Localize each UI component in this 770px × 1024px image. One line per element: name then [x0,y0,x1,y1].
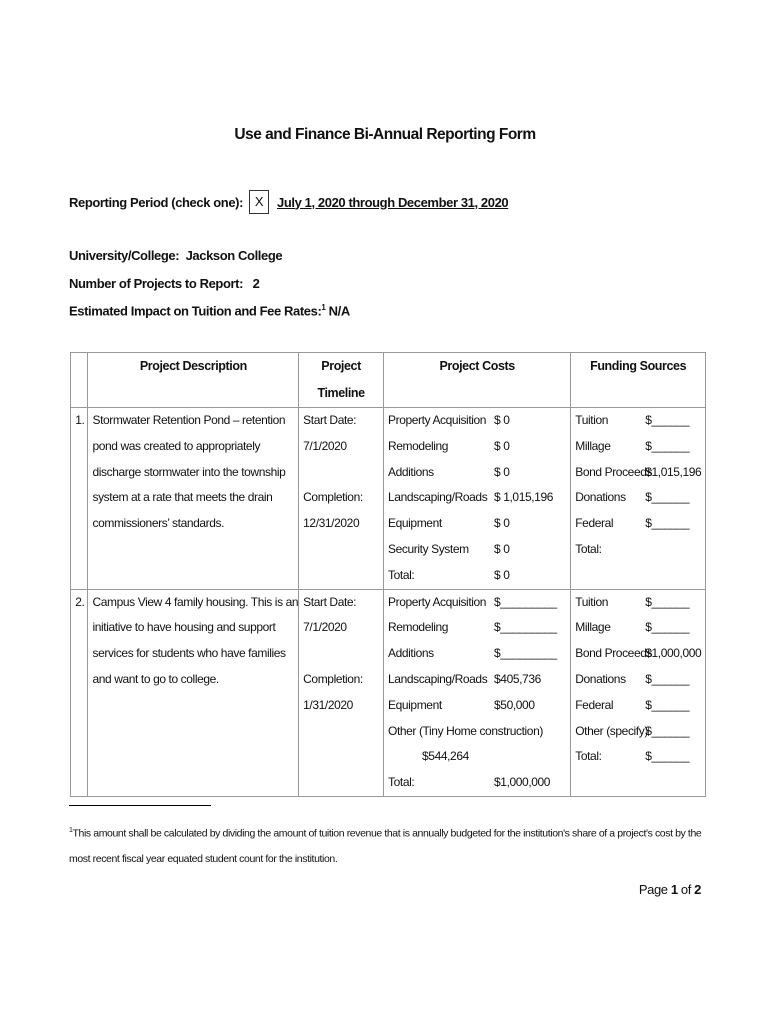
projects-value: 2 [252,276,260,291]
funding-sources: Tuition $______ Millage $______ Bond Proceeds $1,000,000 Donations $______ Federal $______ Other (specify) $______ Total: $______ [571,589,706,796]
projects-label: Number of Projects to Report: [69,276,244,291]
table-row [71,408,706,590]
period-label: Reporting Period (check one): [69,194,244,210]
university-line [69,248,282,263]
footnote-marker: 1 [69,827,73,834]
page-number: Page 1 of 2 [638,882,701,897]
project-costs: Property Acquisition $_________ Remodeling $_________ Additions $_________ Landscaping/Roads $405,736 Equipment $50,000 Other (Tiny Home construction) $544,264 Total: $1,000,000 [384,589,571,796]
header-timeline: Project Timeline [299,353,384,408]
period-text: July 1, 2020 through December 31, 2020 [277,194,509,210]
project-description: Stormwater Retention Pond – retention pond was created to appropriately discharge stormwater into the township system at a rate that meets the drain commissioners’ standards. [88,408,299,590]
header-funding: Funding Sources [571,353,706,408]
projects-table [70,352,706,797]
university-value: Jackson College [185,248,283,263]
table-header-row [71,353,706,408]
projects-line [69,276,260,291]
row-number: 1. [71,408,88,590]
form-title: Use and Finance Bi-Annual Reporting Form [234,126,536,143]
footnote-divider [69,805,211,806]
funding-sources: Tuition $______ Millage $______ Bond Proceeds $1,015,196 Donations $______ Federal $______ Total: [571,408,706,590]
footnote [69,818,709,872]
project-description: Campus View 4 family housing. This is an initiative to have housing and support services for students who have families and want to go to college. [88,589,299,796]
project-timeline: Start Date: 7/1/2020 Completion: 1/31/2020 [299,589,384,796]
footnote-text: This amount shall be calculated by dividing the amount of tuition revenue that is annually budgeted for the institution's share of a project's cost by the most recent fiscal year equated student count for the institution. [69,827,702,865]
impact-value: N/A [328,303,350,319]
university-label: University/College: [69,248,180,263]
reporting-period [69,190,508,214]
impact-line [69,303,350,318]
header-description: Project Description [88,353,299,408]
project-timeline: Start Date: 7/1/2020 Completion: 12/31/2020 [299,408,384,590]
header-num [71,353,88,408]
period-checkbox[interactable]: X [249,190,269,214]
impact-label: Estimated Impact on Tuition and Fee Rates: [69,303,322,319]
header-costs: Project Costs [384,353,571,408]
table-row [71,589,706,796]
impact-footnote-ref: 1 [321,303,326,312]
project-costs: Property Acquisition $ 0 Remodeling $ 0 Additions $ 0 Landscaping/Roads $ 1,015,196 Equipment $ 0 Security System $ 0 Total: $ 0 [384,408,571,590]
row-number: 2. [71,589,88,796]
